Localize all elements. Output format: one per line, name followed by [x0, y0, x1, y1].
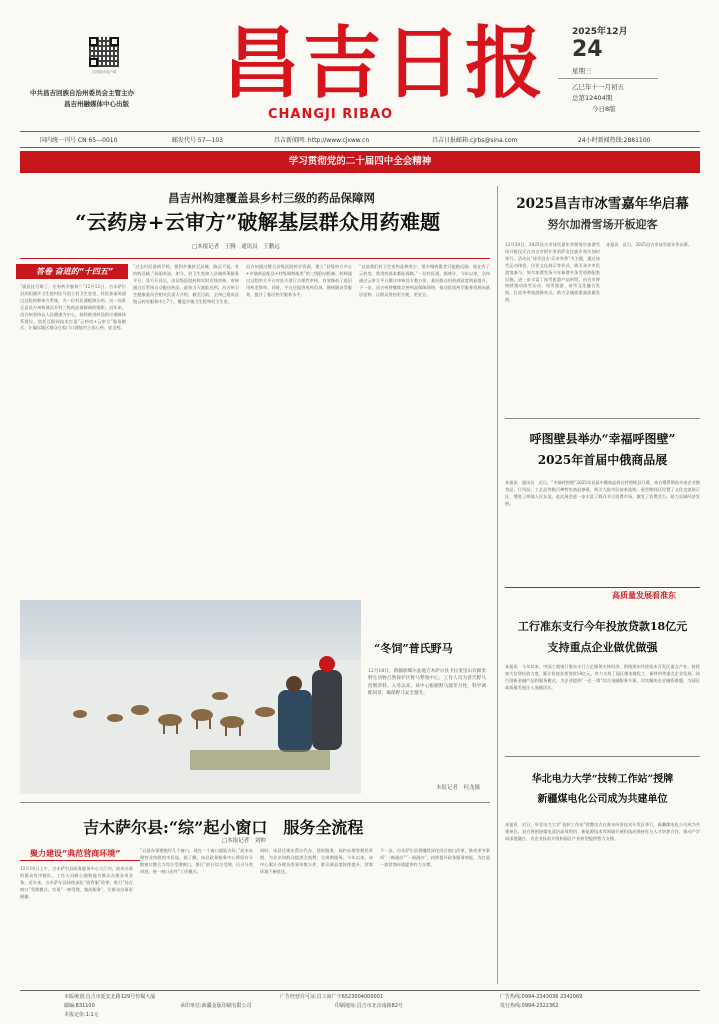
lead-column-3: 昌吉州通过整合县级医院药学资源，建立“县级审方中心+乡镇药品配送+村级调剂使用”的三级联动机制。药师通过远程审方平台对处方进行合理性审核，有效降低了基层用药差错率。同时，平台还提供用药咨询、慢病随访等服务，提升了基层药学服务水平。 — [246, 264, 352, 297]
footer — [20, 993, 700, 1023]
university-text: 本报讯 近日，华北电力大学“技转工作站”授牌仪式在准东经济技术开发区举行，新疆煤电化公司成为共建单位。双方将围绕煤电清洁高效利用、新能源技术等领域开展科技成果转化与人才培养合作，推动产学研深度融合，为企业技术升级和园区产业转型提供智力支撑。 — [505, 822, 700, 841]
qr-corner — [110, 37, 119, 46]
section-tag-review: 答卷 奋进的“十四五” — [16, 264, 128, 279]
lead-headline: “云药房+云审方”破解基层群众用药难题 — [75, 210, 441, 234]
info-email: 昌吉日报邮箱:cjrbs@sina.com — [432, 137, 518, 144]
bottom-column-3: 同时，该县还推出帮办代办、延时服务、预约办理等便民举措，为企业和群众提供全流程、全周期服务。今年以来，该中心累计办理各类事项数万件，群众满意度持续提升，营商环境不断优化。 — [260, 848, 373, 874]
ski-headline-1: 2025昌吉市冰雪嘉年华启幕 — [516, 196, 689, 212]
footer-license: 广告经营许可证:昌工商广字6523004000001 — [280, 994, 384, 1000]
bank-headline-1: 工行准东支行今年投放贷款18亿元 — [517, 620, 688, 633]
theme-banner-text: 学习贯彻党的二十届四中全会精神 — [288, 156, 432, 167]
lead-kicker: 昌吉州构建覆盖县乡村三级的药品保障网 — [168, 191, 375, 205]
photo-caption-title: “冬饲”普氏野马 — [374, 642, 453, 655]
bottom-column-4: 下一步，吉木萨尔县将继续深化综合窗口改革，推动更多事项“一窗通办”“一网通办”，持续提升政务服务效能，为打造一流营商环境提供有力支撑。 — [380, 848, 490, 867]
lead-column-2: “过去村民看病开药，要到乡镇甚至县城，路远不说，有的药还缺。”孙丽英说。如今，村卫生室接入县域药事服务平台，处方开具后，由县级医院药师实时在线审核，审核通过后系统自动配送药品，最快当天就能送到。昌吉州卫生健康委员会相关负责人介绍，截至目前，全州已建成县级云药房服务中心7个，覆盖乡镇卫生院和村卫生室。 — [133, 264, 239, 304]
bottom-column-2: “以前办事要跑好几个窗口，现在一个窗口就能办好。”前来办理营业执照的市民说。据了解，该县政务服务中心将原有分散窗口整合为综合受理窗口，推行“前台综合受理、后台分类审批、统一窗口出件”工作模式。 — [140, 848, 253, 874]
sponsor-line-1: 中共昌吉回族自治州委员会主管主办 — [30, 89, 134, 97]
footer-price: 本报定价:1.1元 — [64, 1012, 99, 1018]
sponsor-line-2: 昌吉州融媒体中心出版 — [64, 100, 129, 108]
bank-text: 本报讯 今年以来，中国工商银行准东支行立足服务实体经济，围绕准东经济技术开发区重点产业，持续加大信贷投放力度，累计投放各类贷款18亿元，有力支持了园区煤电煤化工、新材料等重点企业发展。该行创新金融产品和服务模式，为企业提供“一企一策”综合金融服务方案，切实解决企业融资难题，为园区高质量发展注入金融活水。 — [505, 664, 700, 690]
info-post-code: 邮发代号 57—103 — [172, 137, 223, 144]
info-hotline: 24小时新闻热线:2881100 — [578, 137, 651, 144]
lead-top-rule — [20, 258, 490, 259]
lead-byline: □本报记者 王腾 通讯员 王鹏远 — [192, 244, 280, 250]
info-website[interactable]: 昌吉新闻网: http://www.cjxww.cn — [274, 137, 370, 144]
newspaper-pinyin: CHANGJI RIBAO — [268, 107, 394, 122]
footer-distribution: 发行热线:0994-2322362 — [500, 1003, 559, 1009]
footer-print-address: 印刷地址:昌吉市北京南路82号 — [335, 1003, 404, 1009]
newspaper-logo: 昌吉日报 — [222, 18, 547, 109]
ski-column-2: 本报讯 近日，2025昌吉市冰雪嘉年华启幕。 — [606, 242, 693, 247]
qr-caption: 扫码阅读客户端 — [91, 70, 117, 74]
photo-illustration — [20, 600, 361, 794]
issue-divider — [558, 78, 658, 79]
info-bar — [20, 132, 700, 146]
university-headline-2: 新疆煤电化公司成为共建单位 — [537, 794, 668, 805]
qr-corner — [89, 37, 98, 46]
issue-weekday: 星期三 — [572, 67, 592, 75]
section-tag-business: 聚力建设“典范营商环境” — [30, 849, 121, 858]
issue-info-box — [558, 24, 698, 120]
photo-caption-text: 12月18日，新疆准噶尔盆地吉木萨尔县卡拉麦里山有蹄类野生动物自然保护区野马繁殖中心，工作人员为普氏野马投喂草料。入冬以来，该中心根据野马越冬习性，科学调配饲草，确保野马安全越冬。 — [368, 669, 486, 697]
qr-corner — [89, 58, 98, 67]
university-headline-1: 华北电力大学“技转工作站”授牌 — [531, 774, 674, 785]
horse-feeding-photo — [20, 600, 361, 794]
footer-printer: 承印单位:新疆金版印刷有限公司 — [180, 1003, 252, 1009]
issue-pages: 今日8版 — [592, 105, 616, 113]
ski-column-1: 12月20日，2025昌吉市冰雪嘉年华暨努尔加滑雪场开板仪式在昌吉市阿什里哈萨克民族乡努尔加村举行。活动以“冰雪昌吉·乐享冬季”为主题，通过冰雪运动体验、民俗文化展示等形式，吸引众多市民游客参与。努尔加滑雪场今年新增多条雪道和配套设施，进一步丰富了冰雪旅游产品供给。昌吉市将持续推动冰雪运动、冰雪旅游、冰雪文化融合发展，打造冬季旅游新亮点，助力全域旅游高质量发展。 — [505, 242, 600, 303]
ski-headline-2: 努尔加滑雪场开板迎客 — [547, 218, 658, 231]
theme-banner — [20, 151, 700, 173]
photo-credit: 本报记者 何龙摄 — [436, 785, 481, 791]
expo-headline-2: 2025年首届中俄商品展 — [537, 453, 668, 467]
expo-text: 本报讯 通讯员 近日，“幸福呼图壁”2025年首届中俄商品展在呼图壁县开幕，来自俄罗斯的多家企业携食品、日用品、工艺品等数百种特色商品参展，吸引大批市民前来选购。展会期间还设置了文化交流展示区，增进了两地人民友谊。此次展会进一步丰富了群众节日消费市场，激发了消费活力，助力县域经济发展。 — [505, 480, 700, 506]
expo-headline-1: 呼图壁县举办“幸福呼图壁” — [529, 432, 676, 446]
lead-column-1: “就医挂号难了，还有药学服务？”12月12日，吉木萨尔县庆阳湖乡卫生院村医马国立村卫生室里，村医孙丽英通过远程药师审方系统，为一位村民调配降压药。这一场景正是昌吉州构建县乡村三级药品保障网的缩影。近年来，昌吉州坚持以人民健康为中心，持续推进药品供应保障体系建设，依托互联网技术打造“云药房+云审方”服务模式，让偏远地区群众在家门口就能用上放心药、安全药。 — [20, 284, 126, 331]
section-tag-zhundong: 高质量发展看准东 — [612, 591, 676, 600]
bank-headline-2: 支持重点企业做优做强 — [547, 641, 658, 654]
bottom-column-1: 12月16日上午，吉木萨尔县政务服务中心大厅内，前来办事的群众有序排队，工作人员耐心细致地为群众办理各项业务。近年来，吉木萨尔县持续深化“放管服”改革，推行“综合窗口”受理模式，实现“一窗受理、集成服务”，让群众办事更便捷。 — [20, 866, 133, 899]
lead-column-4: “以前我们村卫生室药品种类少，很多慢病患者只能跑远路。现在有了云药房，常用药基本都能保障。”一位村医说。据统计，今年以来，全州通过云审方平台累计审核处方数万张，基层群众用药满意度明显提升。下一步，昌吉州将继续完善药品保障网络，推动优质药学服务资源向基层延伸，让群众用药更方便、更安全。 — [359, 264, 490, 297]
issue-day: 24 — [572, 37, 603, 62]
footer-postcode: 邮编:831100 — [64, 1003, 95, 1009]
issue-year-month: 2025年12月 — [572, 27, 628, 37]
footer-address: 本版统划:昌吉市延安北路129号传媒大厦 — [64, 994, 156, 1000]
bottom-byline: □本报记者 刘帅 — [222, 838, 266, 844]
bottom-headline: 吉木萨尔县:“综”起小窗口 服务全流程 — [83, 818, 364, 837]
info-cn-number: 国内统一刊号 CN 65—0010 — [40, 137, 118, 144]
footer-ad-hotline: 广告热线:0994-2343036 2342069 — [500, 994, 583, 1000]
issue-lunar-date: 乙巳年十一月初五 — [572, 83, 624, 91]
issue-number: 总第12404期 — [572, 94, 613, 102]
